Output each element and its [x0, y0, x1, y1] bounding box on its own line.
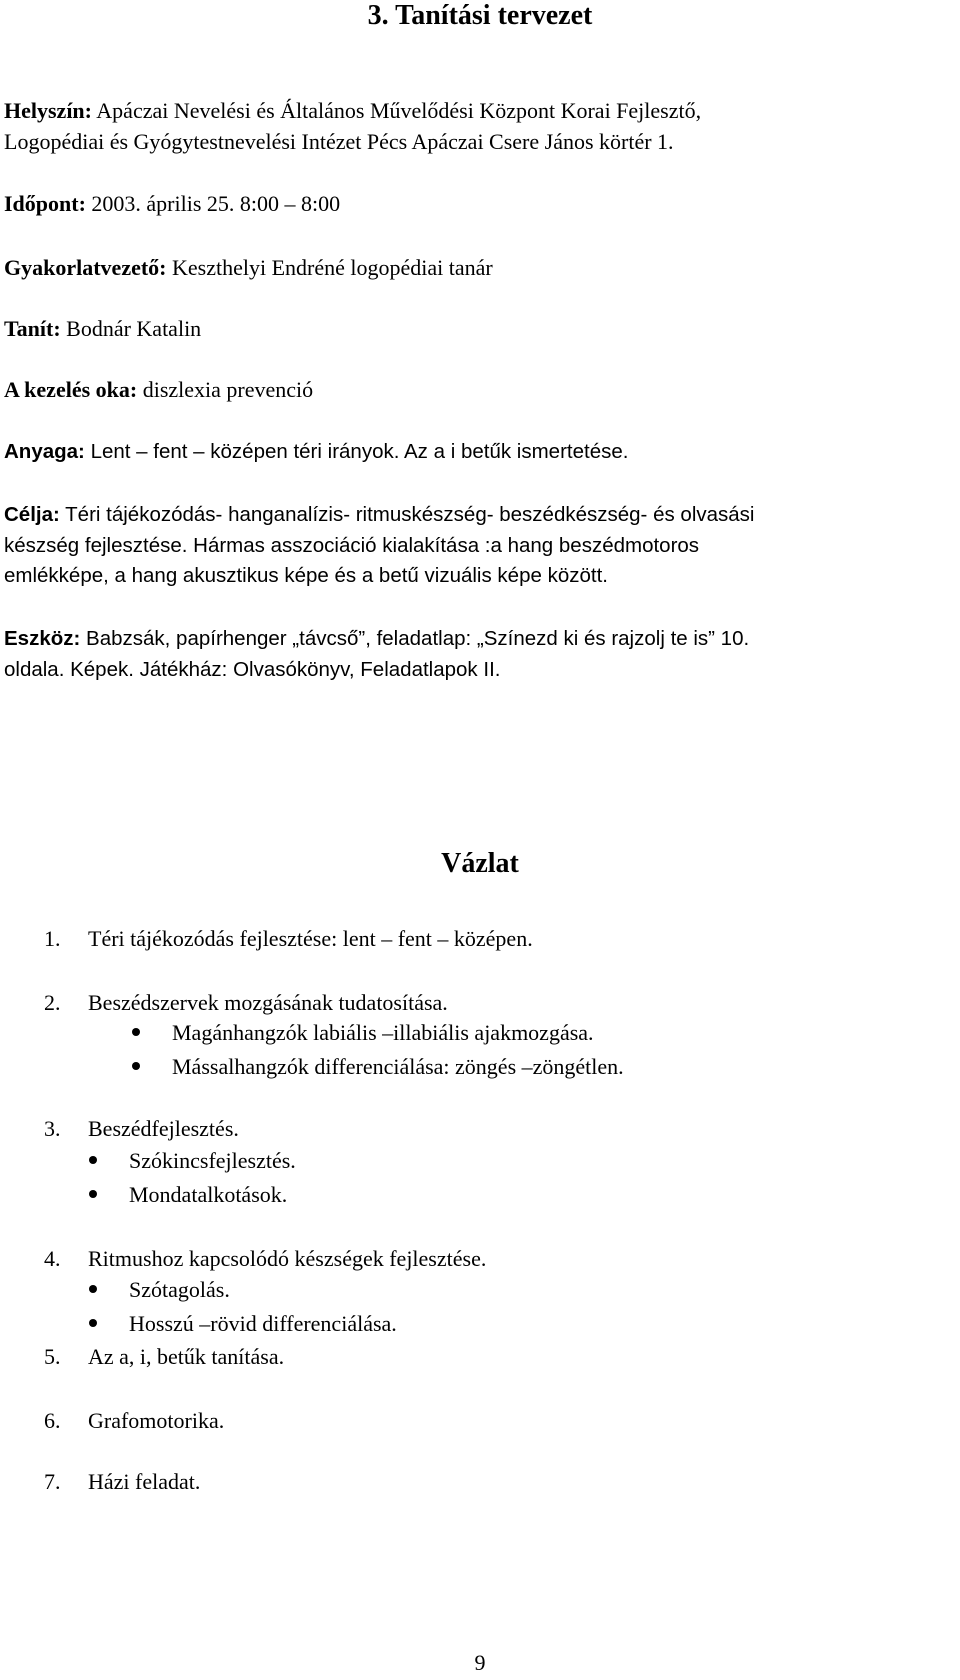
kezeles-oka-label: A kezelés oka:: [4, 377, 138, 402]
outline-item-3-number: 3.: [44, 1116, 61, 1141]
outline-item-2-text: Beszédszervek mozgásának tudatosítása.: [88, 990, 448, 1015]
outline-item-4-bullet-2: Hosszú –rövid differenciálása.: [129, 1311, 397, 1336]
celja-value-1: Téri tájékozódás- hanganalízis- ritmuskészség- beszédkészség- és olvasási: [59, 503, 755, 526]
helyszin-line-2: Logopédiai és Gyógytestnevelési Intézet Pécs Apáczai Csere János körtér 1.: [4, 129, 674, 154]
bullet-icon: [89, 1285, 97, 1293]
idopont-label: Időpont:: [4, 191, 86, 216]
outline-item-5-text: Az a, i, betűk tanítása.: [88, 1344, 285, 1369]
eszkoz-line-1: [4, 624, 954, 653]
tanit-line: [4, 314, 954, 343]
outline-item-4-text: Ritmushoz kapcsolódó készségek fejlesztése.: [88, 1246, 487, 1271]
bullet-icon: [89, 1190, 97, 1198]
outline-item-7-number: 7.: [44, 1469, 61, 1494]
tanit-value: Bodnár Katalin: [60, 316, 202, 341]
outline-item-2-bullet-1: Magánhangzók labiális –illabiális ajakmozgása.: [172, 1020, 594, 1045]
helyszin-label: Helyszín:: [4, 98, 92, 123]
kezeles-oka-line: [4, 375, 954, 404]
eszkoz-label: Eszköz:: [4, 627, 81, 650]
outline-item-2-number: 2.: [44, 990, 61, 1015]
page-number: 9: [474, 1650, 486, 1675]
outline-item-1-text: Téri tájékozódás fejlesztése: lent – fent – középen.: [88, 926, 533, 951]
bullet-icon: [89, 1156, 97, 1164]
outline-item-4-bullet-1: Szótagolás.: [129, 1277, 230, 1302]
kezeles-oka-value: diszlexia prevenció: [137, 377, 314, 402]
celja-label: Célja:: [4, 503, 60, 526]
gyakorlatvezeto-value: Keszthelyi Endréné logopédiai tanár: [166, 255, 493, 280]
document-title: 3. Tanítási tervezet: [367, 0, 593, 31]
outline-item-7-text: Házi feladat.: [88, 1469, 201, 1494]
outline-item-4-number: 4.: [44, 1246, 61, 1271]
outline-item-5-number: 5.: [44, 1344, 61, 1369]
outline-item-6-text: Grafomotorika.: [88, 1408, 225, 1433]
bullet-icon: [132, 1028, 140, 1036]
celja-line-3: emlékképe, a hang akusztikus képe és a betű vizuális képe között.: [4, 564, 608, 587]
eszkoz-value-1: Babzsák, papírhenger „távcső”, feladatlap: „Színezd ki és rajzolj te is” 10.: [80, 627, 750, 650]
outline-item-3-bullet-2: Mondatalkotások.: [129, 1182, 288, 1207]
gyakorlatvezeto-label: Gyakorlatvezető:: [4, 255, 167, 280]
helyszin-line-1: [4, 96, 954, 125]
celja-line-2: készség fejlesztése. Hármas asszociáció kialakítása :a hang beszédmotoros: [4, 534, 700, 557]
celja-line-1: [4, 500, 954, 529]
anyaga-line: [4, 437, 954, 466]
outline-item-2-bullet-2: Mássalhangzók differenciálása: zöngés –zöngétlen.: [172, 1054, 624, 1079]
anyaga-label: Anyaga:: [4, 440, 85, 463]
outline-item-3-bullet-1: Szókincsfejlesztés.: [129, 1148, 296, 1173]
anyaga-value: Lent – fent – középen téri irányok. Az a i betűk ismertetése.: [84, 440, 629, 463]
outline-item-6-number: 6.: [44, 1408, 61, 1433]
outline-item-3-text: Beszédfejlesztés.: [88, 1116, 239, 1141]
bullet-icon: [132, 1062, 140, 1070]
outline-item-1-number: 1.: [44, 926, 61, 951]
outline-heading: Vázlat: [441, 848, 519, 879]
gyakorlatvezeto-line: [4, 253, 954, 282]
helyszin-value-1: Apáczai Nevelési és Általános Művelődési Központ Korai Fejlesztő,: [92, 98, 702, 123]
eszkoz-line-2: oldala. Képek. Játékház: Olvasókönyv, Feladatlapok II.: [4, 658, 501, 681]
idopont-value: 2003. április 25. 8:00 – 8:00: [85, 191, 341, 216]
tanit-label: Tanít:: [4, 316, 61, 341]
idopont-line: [4, 189, 954, 218]
bullet-icon: [89, 1319, 97, 1327]
